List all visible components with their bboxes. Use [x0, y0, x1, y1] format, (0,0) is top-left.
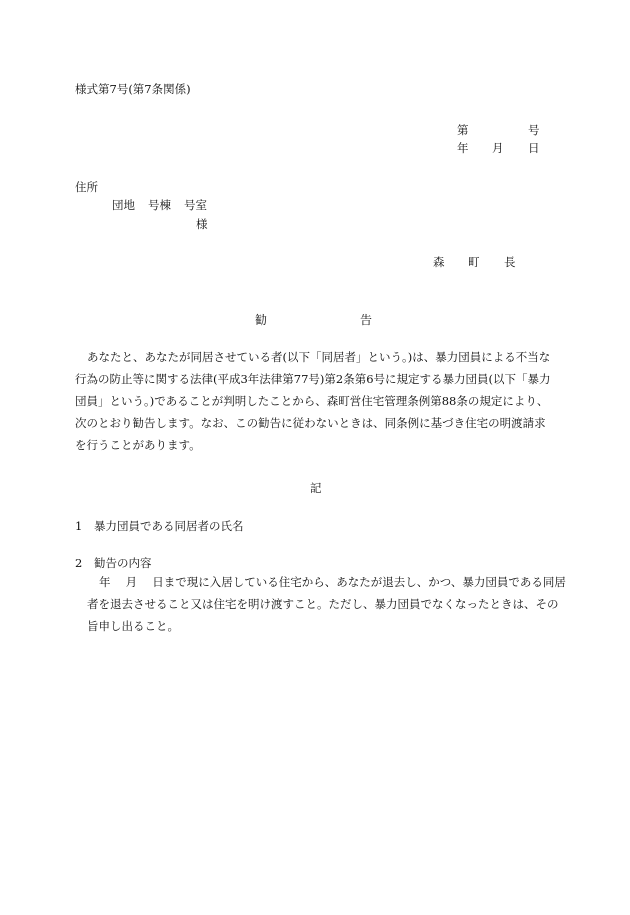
- title-koku: 告: [360, 313, 373, 327]
- item2-number: 2: [75, 556, 83, 570]
- item2-label: 勧告の内容: [94, 556, 152, 570]
- date-year: 年: [457, 141, 469, 155]
- sender-machi: 町: [468, 255, 480, 269]
- date-day: 日: [528, 141, 540, 155]
- item2-content: 年 月 日まで現に入居している住宅から、あなたが退去し、かつ、暴力団員である同居者を退去させること又は住宅を明け渡すこと。ただし、暴力団員でなくなったときは、その旨申し出ること。: [87, 575, 566, 633]
- doc-number-dai: 第: [457, 123, 469, 137]
- address-goto: 号棟: [148, 198, 171, 212]
- sender-cho: 長: [504, 255, 516, 269]
- body-paragraph: あなたと、あなたが同居させている者(以下「同居者」という。)は、暴力団員による不当な行為の防止等に関する法律(平成3年法律第77号)第2条第6号に規定する暴力団員(以下「暴力団員」という。)であることが判明したことから、森町営住宅管理条例第88条の規定により、次のとおり勧告します。なお、この勧告に従わないときは、同条例に基づき住宅の明渡請求を行うことがあります。: [75, 350, 551, 452]
- address-goshitsu: 号室: [184, 198, 207, 212]
- sender-mori: 森: [433, 255, 445, 269]
- recipient-sama: 様: [196, 217, 208, 231]
- form-label: 様式第7号(第7条関係): [75, 82, 191, 96]
- doc-number-go: 号: [528, 123, 540, 137]
- title-kan: 勧: [255, 313, 268, 327]
- item1-label: 暴力団員である同居者の氏名: [94, 519, 244, 533]
- item1-number: 1: [75, 519, 83, 533]
- address-label: 住所: [75, 180, 98, 194]
- date-month: 月: [492, 141, 504, 155]
- address-danchi: 団地: [112, 198, 135, 212]
- ki-heading: 記: [310, 481, 322, 495]
